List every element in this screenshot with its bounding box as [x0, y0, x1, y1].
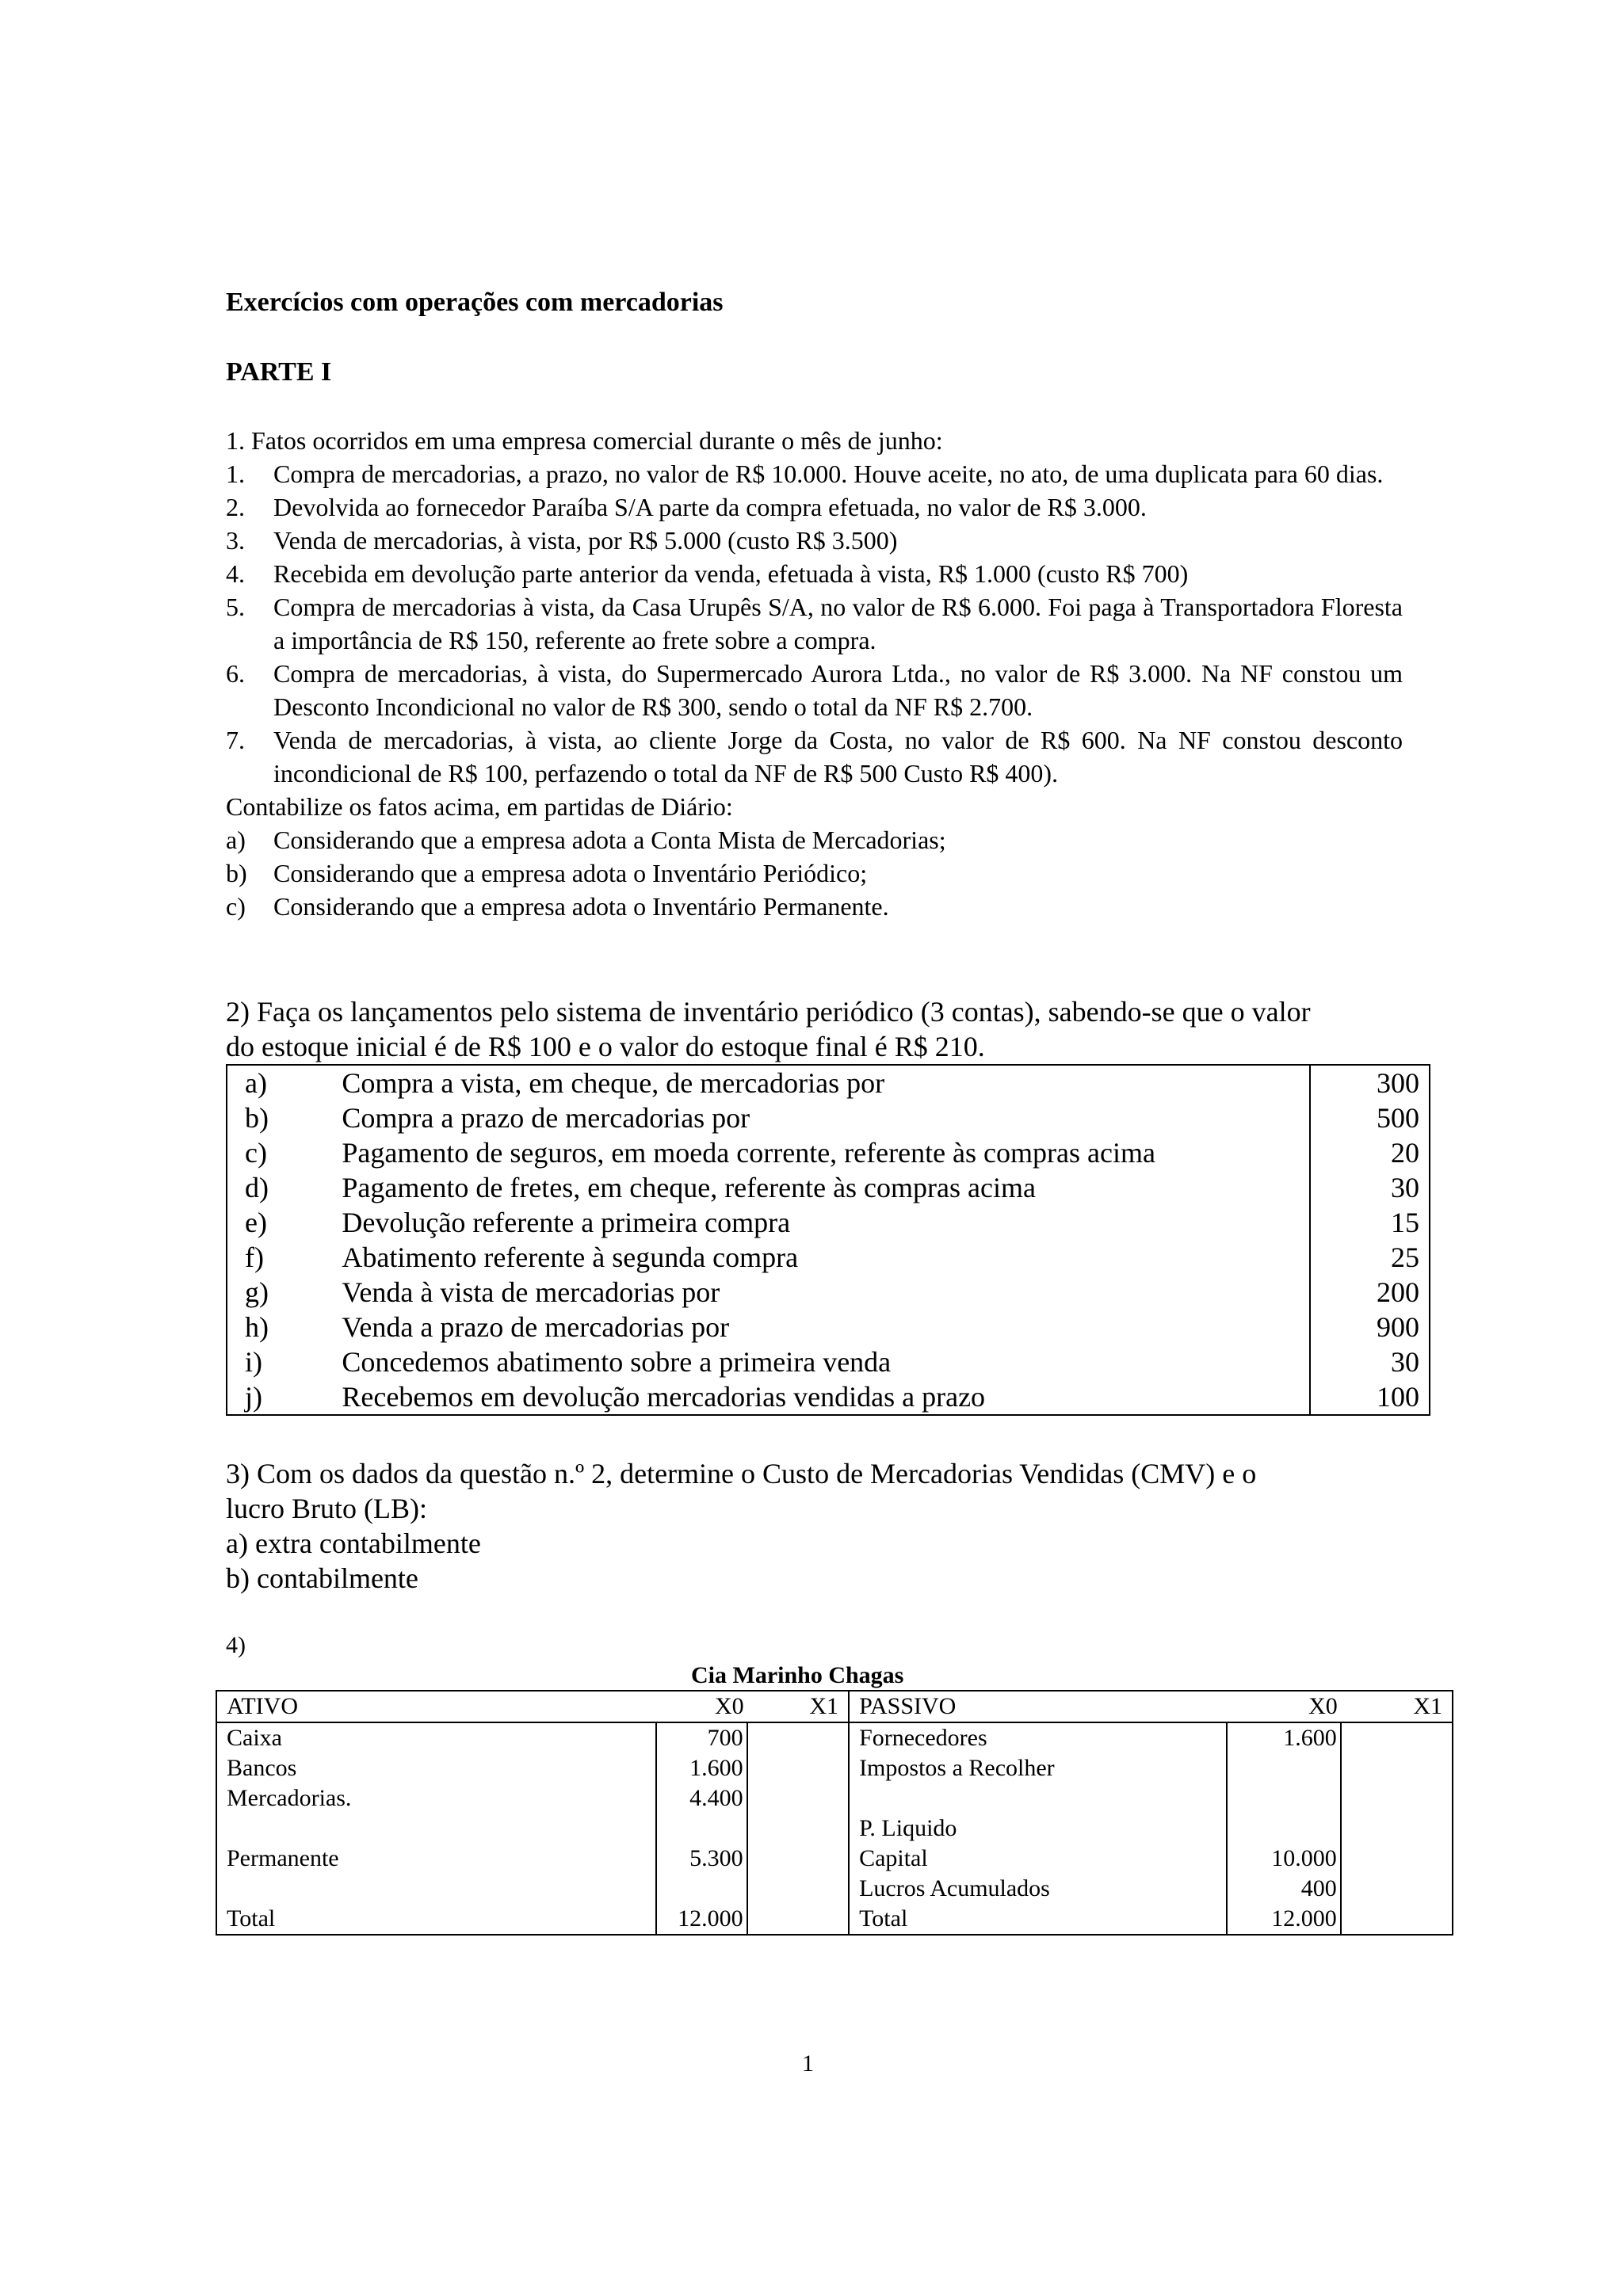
table-row: Lucros Acumulados 400	[216, 1874, 1453, 1904]
table-row: c) Pagamento de seguros, em moeda corrente, referente às compras acima 20	[227, 1135, 1430, 1170]
question-1-instruction: Contabilize os fatos acima, em partidas de Diário:	[226, 792, 733, 821]
question-3-option-a: a) extra contabilmente	[226, 1527, 481, 1559]
table-row: P. Liquido	[216, 1814, 1453, 1844]
balance-sheet-table	[216, 1690, 1453, 1936]
table-row: g) Venda à vista de mercadorias por 200	[227, 1275, 1430, 1310]
list-item: 7. Venda de mercadorias, à vista, ao cliente Jorge da Costa, no valor de R$ 600. Na NF constou desconto incondicional de R$ 100, perfazendo o total da NF de R$ 500 Custo R$ 400).	[226, 726, 1403, 788]
list-item: 1. Compra de mercadorias, a prazo, no valor de R$ 10.000. Houve aceite, no ato, de uma duplicata para 60 dias.	[226, 460, 1384, 488]
question-1	[226, 424, 1403, 923]
question-4-label: 4)	[226, 1632, 246, 1658]
list-item: 4. Recebida em devolução parte anterior da venda, efetuada à vista, R$ 1.000 (custo R$ 700)	[226, 559, 1189, 588]
table-row: Total 12.000 Total 12.000	[216, 1904, 1453, 1935]
question-2-line1: 2) Faça os lançamentos pelo sistema de inventário periódico (3 contas), sabendo-se que o valor	[226, 996, 1311, 1028]
table-row: Caixa 700 Fornecedores 1.600	[216, 1722, 1453, 1753]
page-number: 1	[802, 2050, 814, 2077]
table-row: i) Concedemos abatimento sobre a primeira venda 30	[227, 1344, 1430, 1379]
question-2-line2: do estoque inicial é de R$ 100 e o valor do estoque final é R$ 210.	[226, 1031, 985, 1062]
table-row: h) Venda a prazo de mercadorias por 900	[227, 1310, 1430, 1344]
option-item: b) Considerando que a empresa adota o Inventário Periódico;	[226, 859, 868, 887]
question-2-table	[226, 1064, 1430, 1416]
question-3-option-b: b) contabilmente	[226, 1562, 418, 1594]
list-item: 6. Compra de mercadorias, à vista, do Supermercado Aurora Ltda., no valor de R$ 3.000. Na NF constou um Desconto Incondicional no valor de R$ 300, sendo o total da NF R$ 2.700.	[226, 659, 1403, 721]
list-item: 3. Venda de mercadorias, à vista, por R$ 5.000 (custo R$ 3.500)	[226, 526, 898, 555]
table-row: a) Compra a vista, em cheque, de mercadorias por 300	[227, 1065, 1430, 1100]
option-item: c) Considerando que a empresa adota o Inventário Permanente.	[226, 892, 889, 921]
table-row: d) Pagamento de fretes, em cheque, referente às compras acima 30	[227, 1170, 1430, 1205]
question-1-intro: 1. Fatos ocorridos em uma empresa comercial durante o mês de junho:	[226, 426, 943, 455]
question-3-line2: lucro Bruto (LB):	[226, 1493, 427, 1524]
list-item: 2. Devolvida ao fornecedor Paraíba S/A parte da compra efetuada, no valor de R$ 3.000.	[226, 493, 1147, 521]
list-item: 5. Compra de mercadorias à vista, da Casa Urupês S/A, no valor de R$ 6.000. Foi paga à Transportadora Floresta a importância de R$ 150, referente ao frete sobre a compra.	[226, 593, 1403, 654]
table-row: b) Compra a prazo de mercadorias por 500	[227, 1100, 1430, 1135]
table-row: Bancos 1.600 Impostos a Recolher	[216, 1753, 1453, 1783]
option-item: a) Considerando que a empresa adota a Conta Mista de Mercadorias;	[226, 826, 946, 854]
table-row: f) Abatimento referente à segunda compra 25	[227, 1240, 1430, 1275]
table-row: Permanente 5.300 Capital 10.000	[216, 1844, 1453, 1874]
table-row: e) Devolução referente a primeira compra 15	[227, 1205, 1430, 1240]
table-row: Mercadorias. 4.400	[216, 1783, 1453, 1814]
table-row: j) Recebemos em devolução mercadorias vendidas a prazo 100	[227, 1379, 1430, 1415]
table-header-row: ATIVO X0 X1 PASSIVO X0 X1	[216, 1691, 1453, 1722]
question-3-line1: 3) Com os dados da questão n.º 2, determine o Custo de Mercadorias Vendidas (CMV) e o	[226, 1458, 1257, 1489]
document-title: Exercícios com operações com mercadorias	[226, 288, 724, 317]
part-heading: PARTE I	[226, 357, 332, 387]
company-name: Cia Marinho Chagas	[691, 1662, 904, 1688]
